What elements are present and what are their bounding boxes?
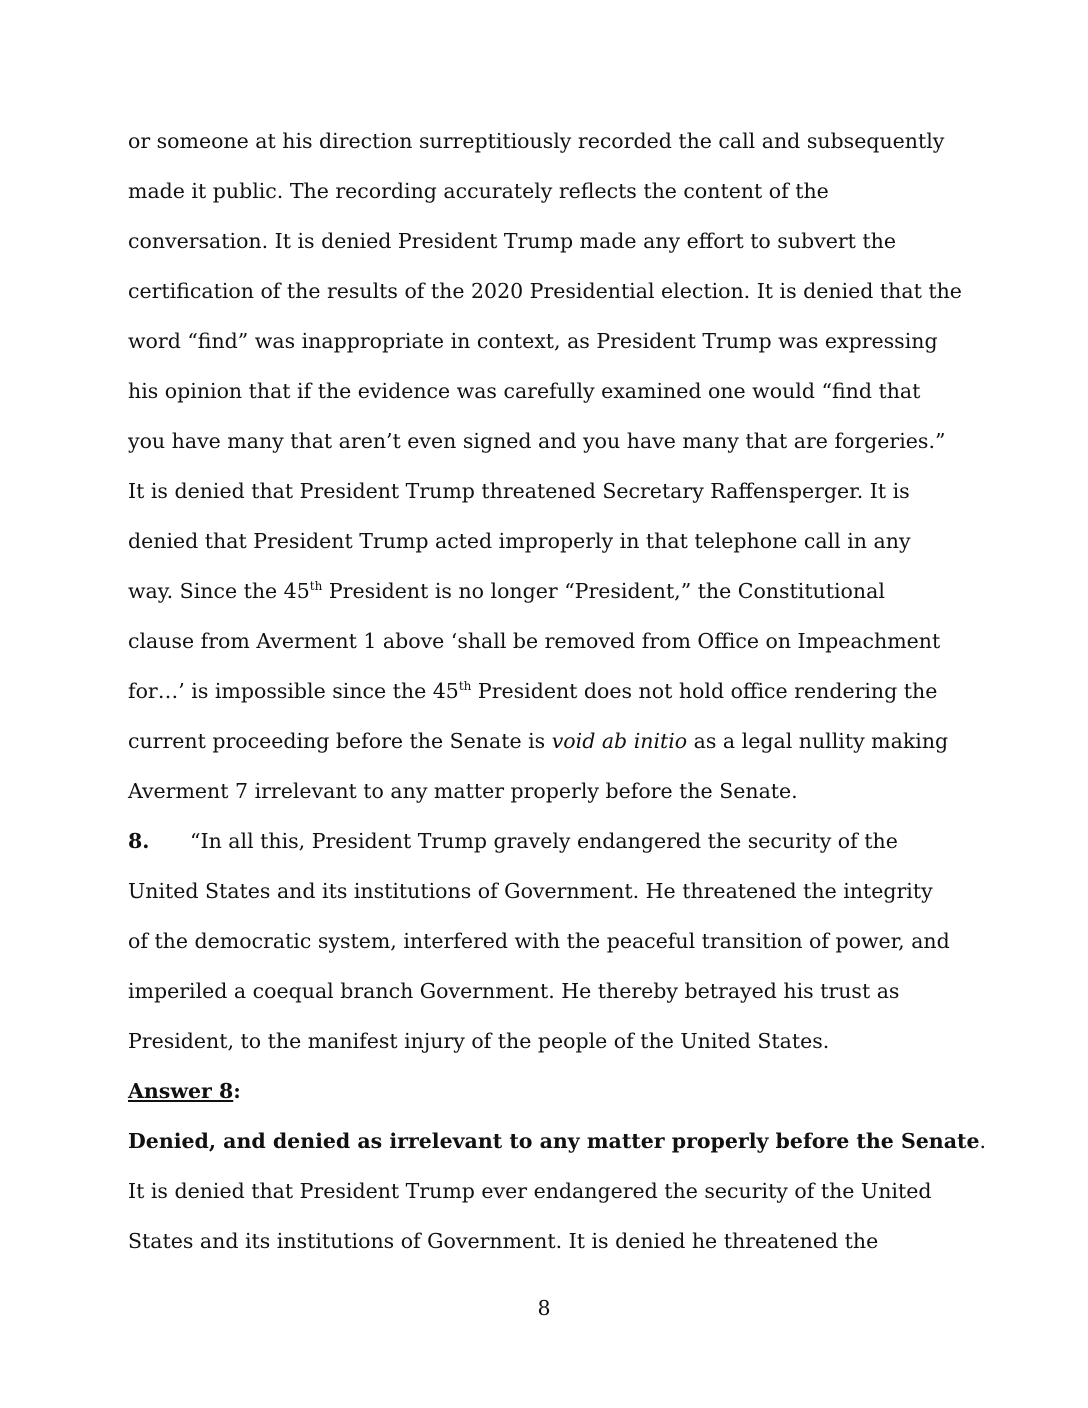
body-line: clause from Averment 1 above ‘shall be removed from Office on Impeachment: [128, 629, 941, 653]
body-line: you have many that aren’t even signed and you have many that are forgeries.”: [128, 429, 946, 453]
item-8-line: President, to the manifest injury of the people of the United States.: [128, 1029, 830, 1053]
body-line: denied that President Trump acted improperly in that telephone call in any: [128, 529, 911, 553]
line-text: President does not hold office rendering the: [471, 679, 938, 703]
answer-line: States and its institutions of Government. It is denied he threatened the: [128, 1229, 879, 1253]
answer-bold-line: [128, 1126, 986, 1156]
line-text: President is no longer “President,” the Constitutional: [322, 579, 885, 603]
body-line: [128, 726, 948, 756]
answer-line: It is denied that President Trump ever endangered the security of the United: [128, 1179, 932, 1203]
body-line: Averment 7 irrelevant to any matter properly before the Senate.: [128, 779, 798, 803]
page-number: 8: [537, 1296, 551, 1320]
answer-heading-text: Answer 8: [128, 1079, 234, 1103]
line-text: “In all this, President Trump gravely endangered the security of the: [190, 829, 898, 853]
body-line: or someone at his direction surreptitiously recorded the call and subsequently: [128, 129, 945, 153]
body-line: [128, 576, 885, 606]
answer-heading-colon: :: [233, 1079, 241, 1103]
body-line: [128, 676, 937, 706]
body-line: conversation. It is denied President Trump made any effort to subvert the: [128, 229, 896, 253]
body-line: his opinion that if the evidence was carefully examined one would “find that: [128, 379, 921, 403]
item-8-line: imperiled a coequal branch Government. He thereby betrayed his trust as: [128, 979, 900, 1003]
body-line: It is denied that President Trump threatened Secretary Raffensperger. It is: [128, 479, 910, 503]
ordinal-superscript: th: [458, 679, 472, 693]
answer-bold-statement: Denied, and denied as irrelevant to any matter properly before the Senate: [128, 1129, 980, 1153]
latin-phrase: void ab initio: [551, 729, 688, 753]
item-8-first-line: [128, 826, 898, 856]
body-line: made it public. The recording accurately reflects the content of the: [128, 179, 829, 203]
answer-heading: [128, 1076, 241, 1106]
item-number: 8.: [128, 829, 150, 853]
item-8-line: United States and its institutions of Government. He threatened the integrity: [128, 879, 933, 903]
answer-bold-period: .: [979, 1129, 987, 1153]
line-text: for…’ is impossible since the 45: [128, 679, 459, 703]
line-text: way. Since the 45: [128, 579, 310, 603]
item-8-line: of the democratic system, interfered with the peaceful transition of power, and: [128, 929, 950, 953]
line-text: as a legal nullity making: [687, 729, 949, 753]
ordinal-superscript: th: [309, 579, 323, 593]
body-line: certification of the results of the 2020 Presidential election. It is denied that the: [128, 279, 962, 303]
line-text: current proceeding before the Senate is: [128, 729, 552, 753]
body-line: word “find” was inappropriate in context, as President Trump was expressing: [128, 329, 938, 353]
